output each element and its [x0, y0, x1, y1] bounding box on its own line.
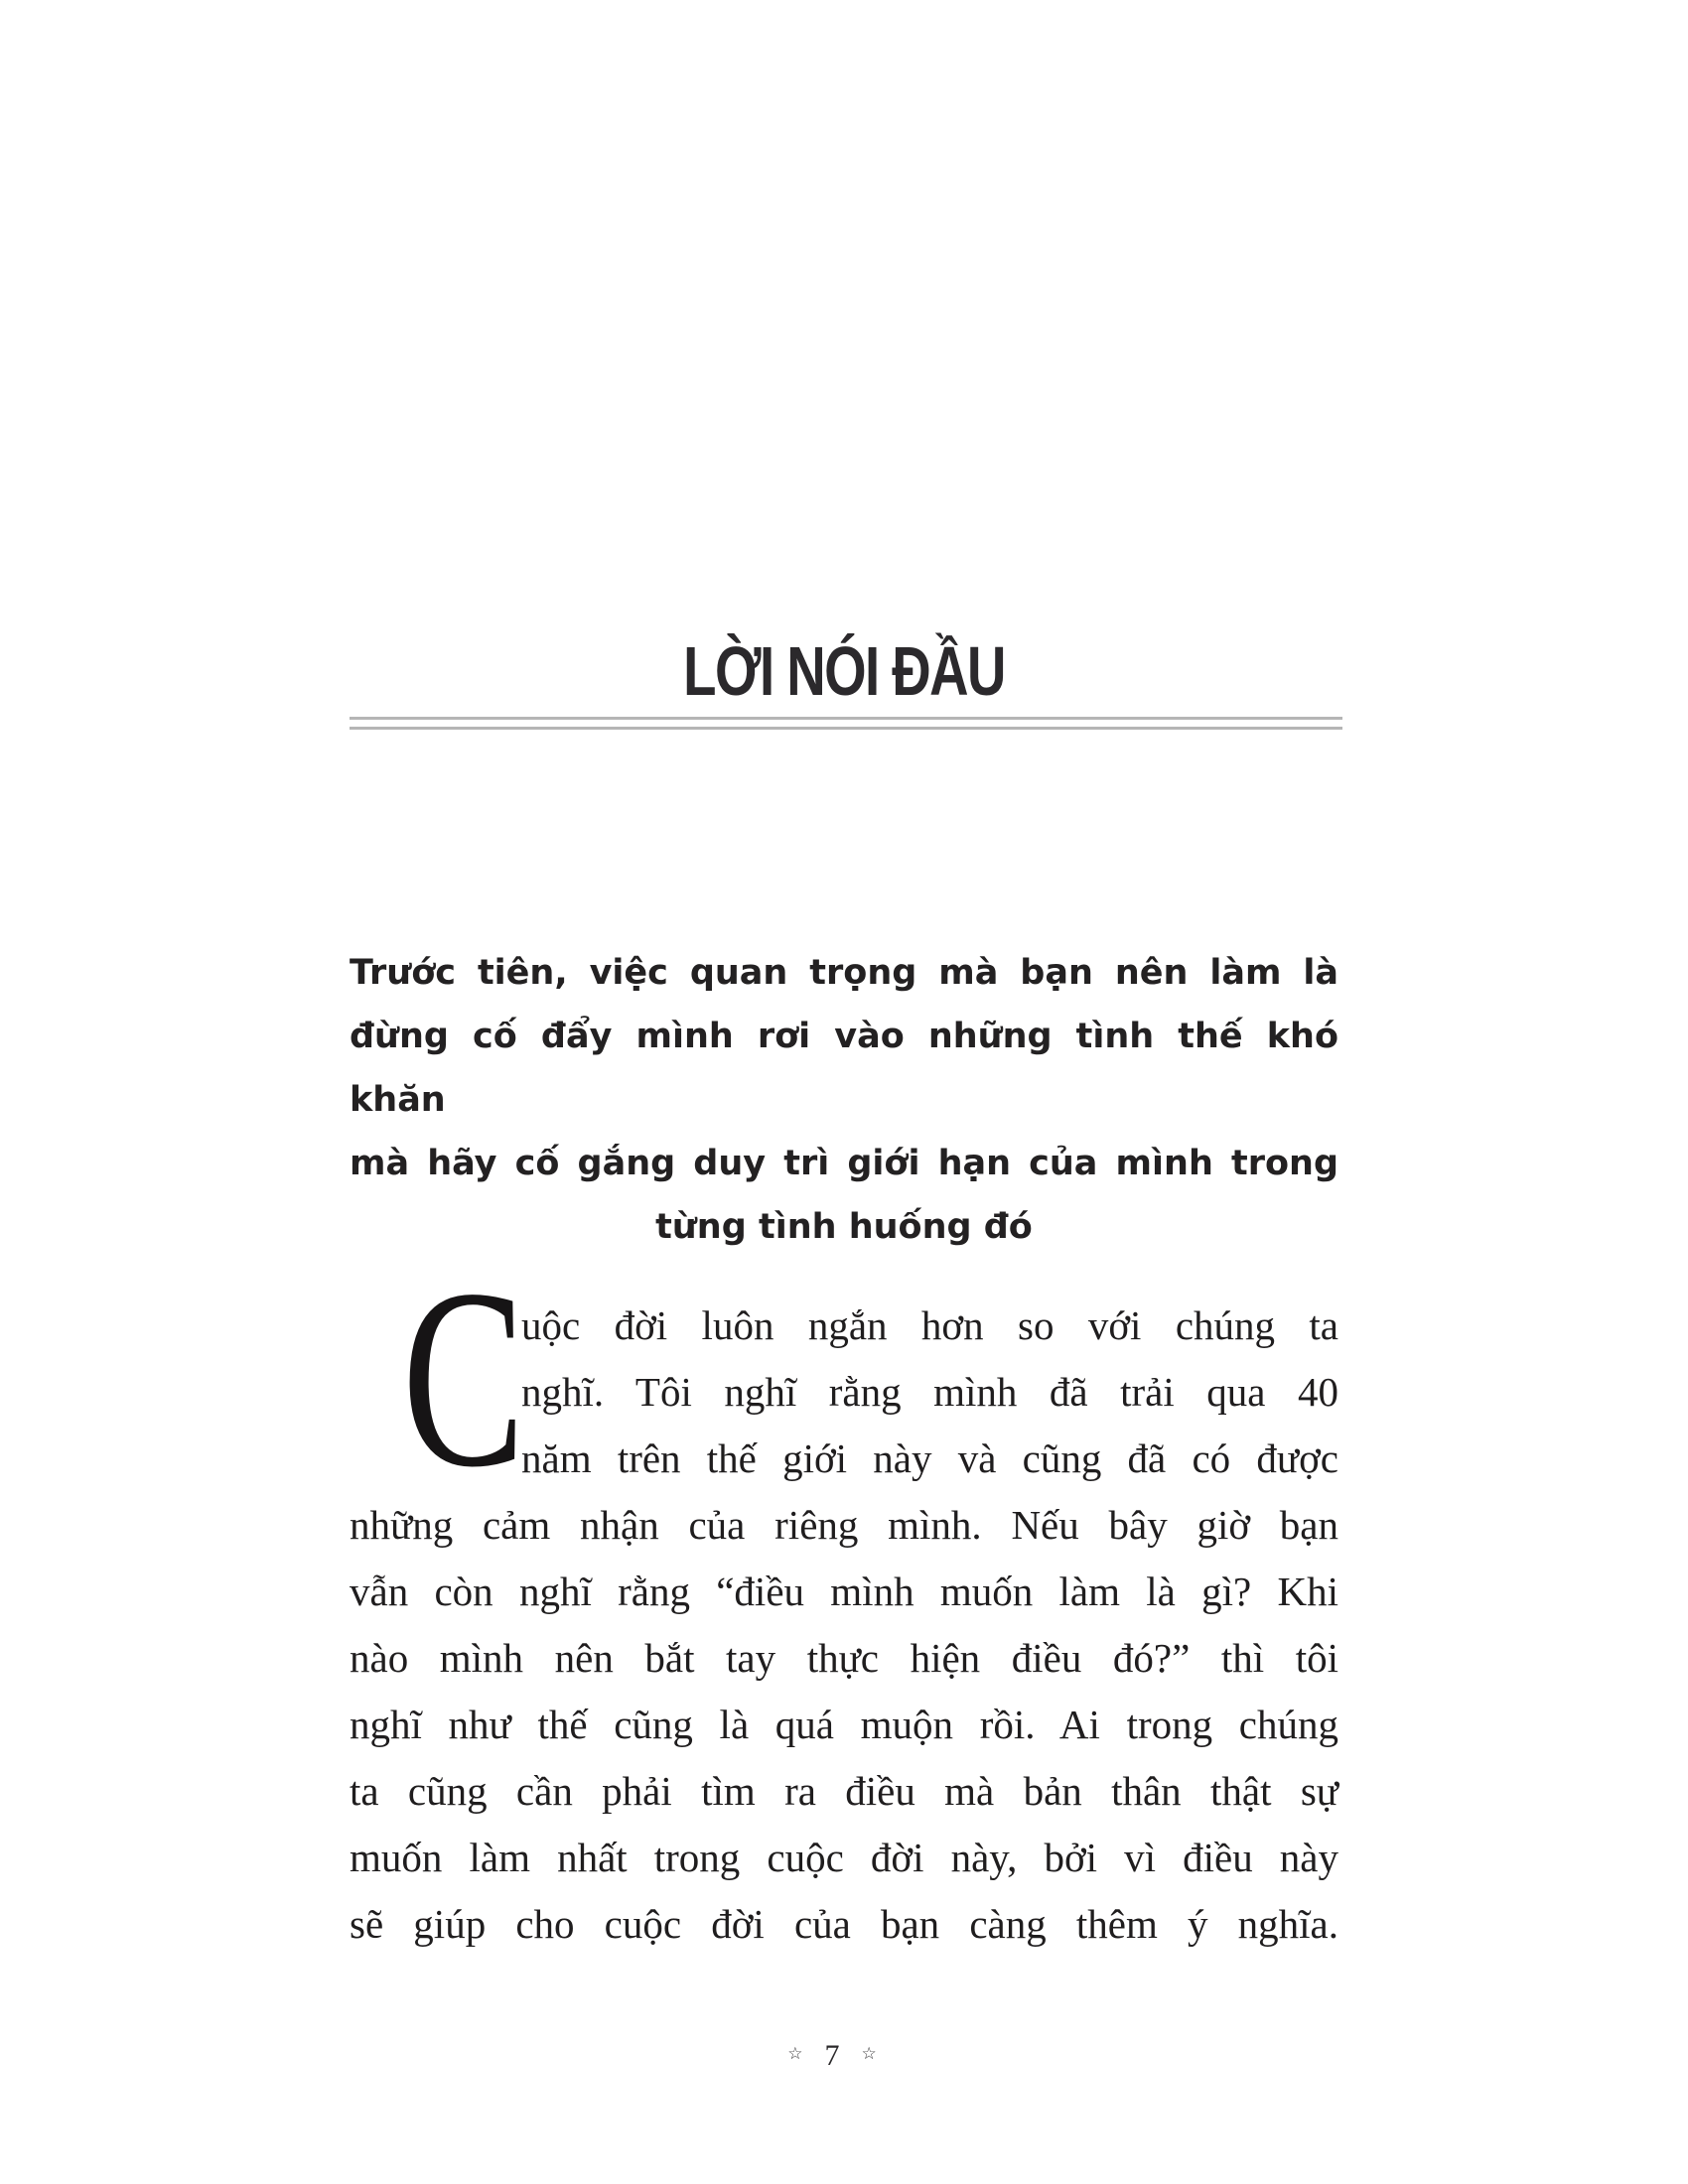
star-icon: ☆ — [787, 2044, 803, 2064]
page-number: 7 — [824, 2039, 840, 2072]
body-line: nào mình nên bắt tay thực hiện điều đó?” thì tôi — [350, 1635, 1338, 1681]
body-line: những cảm nhận của riêng mình. Nếu bây giờ bạn — [350, 1502, 1338, 1548]
epigraph-line: mà hãy cố gắng duy trì giới hạn của mình trong — [350, 1144, 1338, 1183]
epigraph-line: từng tình huống đó — [655, 1207, 1033, 1247]
body-line: vẫn còn nghĩ rằng “điều mình muốn làm là gì? Khi — [350, 1569, 1338, 1614]
body-line: ta cũng cần phải tìm ra điều mà bản thân thật sự — [350, 1768, 1338, 1814]
drop-cap: C — [402, 1236, 525, 1520]
body-line: năm trên thế giới này và cũng đã có được — [521, 1435, 1338, 1481]
body-line: uộc đời luôn ngắn hơn so với chúng ta — [521, 1302, 1338, 1348]
epigraph-line: đừng cố đẩy mình rơi vào những tình thế khó khăn — [350, 1017, 1338, 1120]
body-paragraph — [350, 1293, 1338, 1958]
page-footer — [0, 2029, 1664, 2086]
title-double-rule — [350, 717, 1342, 730]
body-line: muốn làm nhất trong cuộc đời này, bởi vì điều này — [350, 1835, 1338, 1880]
body-line: sẽ giúp cho cuộc đời của bạn càng thêm ý nghĩa. — [350, 1901, 1338, 1947]
epigraph — [350, 941, 1338, 1259]
body-line: nghĩ như thế cũng là quá muộn rồi. Ai trong chúng — [350, 1702, 1338, 1747]
chapter-title: LỜI NÓI ĐẦU — [683, 632, 1005, 710]
epigraph-line: Trước tiên, việc quan trọng mà bạn nên làm là — [350, 953, 1338, 993]
body-line: nghĩ. Tôi nghĩ rằng mình đã trải qua 40 — [521, 1369, 1338, 1415]
star-icon: ☆ — [861, 2044, 877, 2064]
